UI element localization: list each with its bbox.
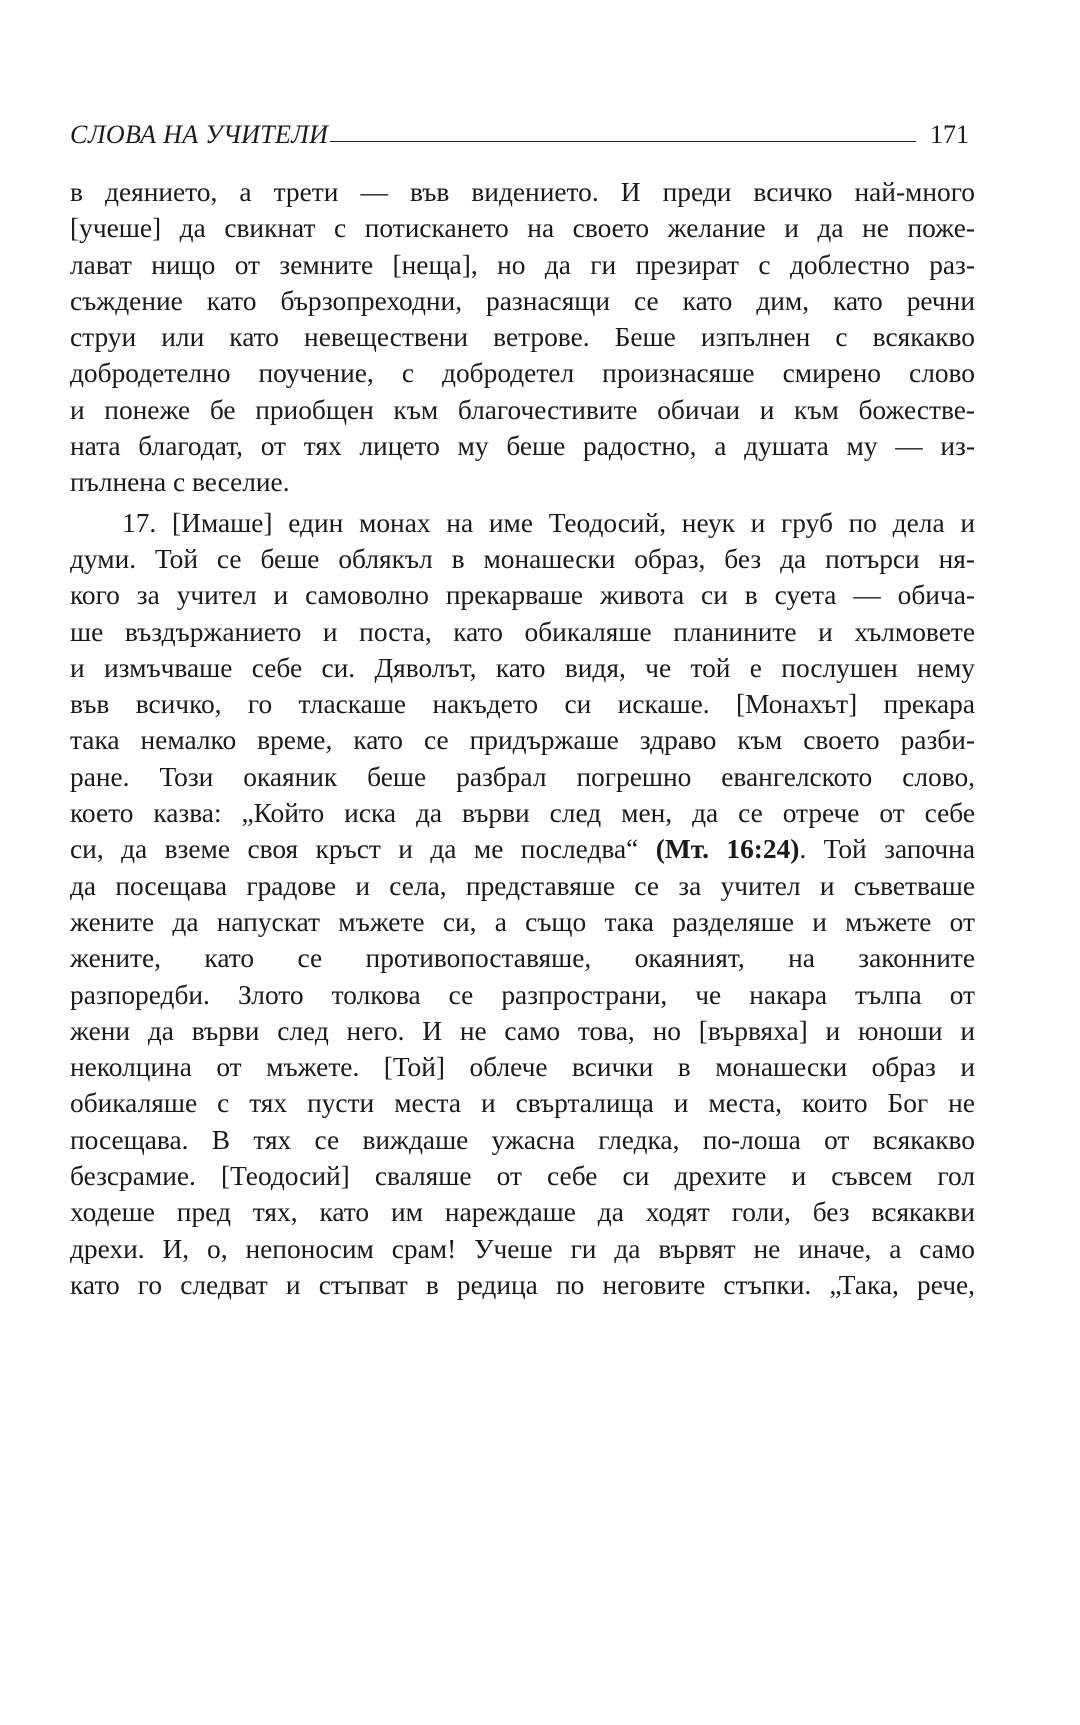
text-line: във всичко, го тласкаше накъдето си искаше. [Монахът] прекара	[70, 689, 975, 720]
text-line: безсрамие. [Теодосий] сваляше от себе си дрехите и съвсем гол	[70, 1161, 975, 1192]
text-line: думи. Той се беше облякъл в монашески образ, без да потърси ня-	[70, 543, 975, 574]
text-line: като го следват и стъпват в редица по неговите стъпки. „Така, рече,	[70, 1269, 975, 1300]
text-line: и понеже бе приобщен към благочестивите обичаи и към божестве-	[70, 394, 975, 425]
text-line: което казва: „Който иска да върви след мен, да се отрече от себе	[70, 798, 975, 829]
paragraph-2	[70, 505, 975, 1304]
text-line: в деянието, а трети — във видението. И преди всичко най-много	[70, 177, 975, 207]
text-line: 17. [Имаше] един монах на име Теодосий, неук и груб по дела и	[122, 507, 975, 538]
running-title: СЛОВА НА УЧИТЕЛИ	[70, 120, 329, 149]
text-line: жените, като се противопоставяше, окаяният, на законните	[70, 943, 975, 974]
scripture-reference: (Мт. 16:24)	[655, 834, 800, 865]
text-line: [учеше] да свикнат с потискането на своето желание и да не поже-	[70, 213, 975, 244]
book-page	[70, 108, 975, 1303]
text-line: посещава. В тях се виждаше ужасна гледка, по-лоша от всякакво	[70, 1124, 975, 1155]
text-line: ходеше пред тях, като им нареждаше да ходят голи, без всякакви	[70, 1197, 975, 1228]
text-line: лават нищо от земните [неща], но да ги презират с доблестно раз-	[70, 249, 975, 280]
text-line: ната благодат, от тях лицето му беше радостно, а душата му — из-	[70, 431, 975, 462]
text-segment: си, да вземе своя кръст и да ме последва“	[70, 834, 639, 865]
text-line: обикаляше с тях пусти места и свърталища и места, които Бог не	[70, 1088, 975, 1119]
text-line: жени да върви след него. И не само това, но [вървяха] и юноши и	[70, 1015, 975, 1046]
text-line: неколцина от мъжете. [Той] облече всички в монашески образ и	[70, 1052, 975, 1083]
text-line: жените да напускат мъжете си, а също така разделяше и мъжете от	[70, 906, 975, 937]
text-line: ше въздържанието и поста, като обикаляше планините и хълмовете	[70, 616, 975, 647]
paragraph-1	[70, 174, 975, 501]
text-line: разпоредби. Злото толкова се разпространи, че накара тълпа от	[70, 979, 975, 1010]
body-text	[70, 174, 975, 1303]
page-number: 171	[930, 120, 969, 149]
text-line: и измъчваше себе си. Дяволът, като видя, че той е послушен нему	[70, 652, 975, 683]
text-line: ране. Този окаяник беше разбрал погрешно евангелското слово,	[70, 761, 975, 792]
running-header	[70, 108, 975, 150]
text-line: съждение като бързопреходни, разнасящи се като дим, като речни	[70, 285, 975, 316]
text-line: добродетелно поучение, с добродетел произнасяше смирено слово	[70, 358, 975, 389]
text-line: дрехи. И, о, непоносим срам! Учеше ги да вървят не иначе, а само	[70, 1233, 975, 1264]
text-line: струи или като невеществени ветрове. Беше изпълнен с всякакво	[70, 322, 975, 353]
text-line: кого за учител и самоволно прекарваше живота си в суета — обича-	[70, 580, 975, 611]
text-line-with-reference	[70, 831, 975, 867]
text-line: така немалко време, като се придържаше здраво към своето разби-	[70, 725, 975, 756]
header-rule	[330, 141, 916, 142]
text-segment: . Той започна	[799, 834, 975, 865]
text-line: пълнена с веселие.	[70, 467, 290, 498]
text-line: да посещава градове и села, представяше се за учител и съветваше	[70, 870, 975, 901]
